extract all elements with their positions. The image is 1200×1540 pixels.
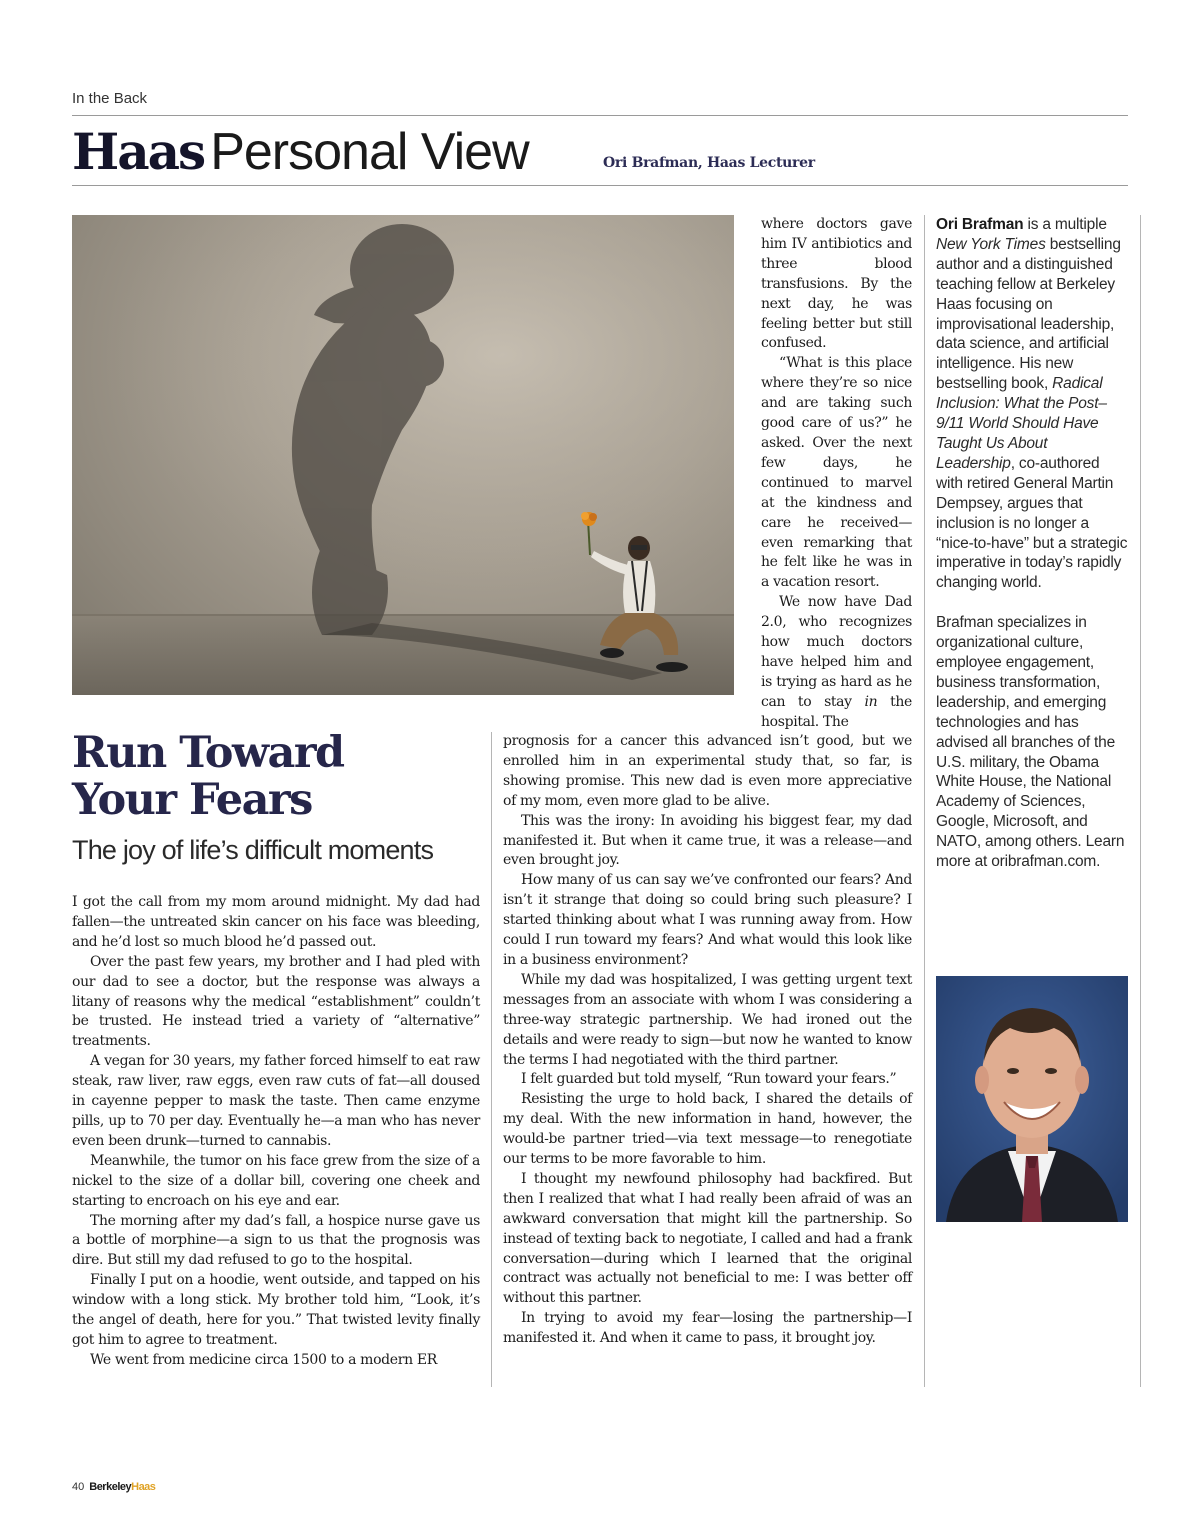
page-footer — [72, 1481, 155, 1493]
masthead-light: Personal View — [210, 123, 529, 181]
shadow-illustration — [72, 215, 734, 695]
author-portrait — [936, 976, 1128, 1222]
avatar — [936, 976, 1128, 1222]
byline: Ori Brafman, Haas Lecturer — [603, 155, 815, 171]
article-column-2-bottom — [503, 732, 912, 1349]
paragraph: This was the irony: In avoiding his biggest fear, my dad manifested it. But when it came true, it was a release—and even brought joy. — [503, 812, 912, 869]
paragraph: We went from medicine circa 1500 to a modern ER — [90, 1351, 437, 1368]
column-divider — [491, 732, 492, 1387]
article-headline — [72, 730, 472, 824]
paragraph-text: We now have Dad 2.0, who recognizes how much doctors have helped him and is trying as hard as he can to stay — [761, 594, 912, 710]
paragraph: While my dad was hospitalized, I was getting urgent text messages from an associate with whom I was considering a three-way strategic partnership. We had ironed out the details and were ready to sign—but now he wanted to know the terms I had negotiated with the third partner. — [503, 971, 912, 1068]
bio-text: is a multiple — [1023, 216, 1107, 233]
paragraph: In trying to avoid my fear—losing the partnership—I manifested it. And when it came to pass, it brought joy. — [503, 1310, 912, 1347]
brand-haas: Haas — [131, 1481, 156, 1493]
paragraph: A vegan for 30 years, my father forced himself to eat raw steak, raw liver, raw eggs, even raw cuts of fat—all doused in cayenne pepper to mask the taste. Then came enzyme pills, up to 70 per day. Eventually he—a man who has never even been drunk—turned to cannabis. — [72, 1053, 480, 1149]
header-top-rule — [72, 115, 1128, 116]
emphasis-in: in — [864, 693, 878, 710]
paragraph: Finally I put on a hoodie, went outside, and tapped on his window with a long stick. My brother told him, “Look, it’s the angel of death, here for you.” That twisted levity finally got him to agree to treatment. — [72, 1272, 480, 1348]
article-column-1 — [72, 893, 480, 1371]
headline-line-1: Run Toward — [72, 728, 344, 778]
bio-publication: New York Times — [936, 235, 1046, 253]
paragraph: Over the past few years, my brother and I had pled with our dad to see a doctor, but the response was always a litany of reasons why the medical “establishment” couldn’t be trusted. He instead tried a variety of “alternative” treatments. — [72, 953, 480, 1050]
bio-paragraph-2: Brafman specializes in organizational culture, employee engagement, business transformation, leadership, and emerging technologies and has advised all branches of the U.S. military, the Obama White House, the National Academy of Sciences, Google, Microsoft, and NATO, among others. Learn more at oribrafman.com. — [936, 614, 1125, 871]
sidebar-divider-right — [1140, 215, 1141, 1387]
paragraph: Meanwhile, the tumor on his face grew from the size of a nickel to the size of a dollar bill, covering one cheek and starting to encroach on his eye and ear. — [72, 1152, 480, 1209]
author-name: Ori Brafman — [936, 216, 1024, 233]
bio-book-title: Radical Inclusion: What the Post–9/11 World Should Have Taught Us About Leadership — [936, 375, 1107, 472]
paragraph: Resisting the urge to hold back, I shared the details of my deal. With the new information in hand, however, the would-be partner tried—via text message—to renegotiate our terms to be more favorable to him. — [503, 1091, 912, 1168]
paragraph: where doctors gave him IV antibiotics and three blood transfusions. By the next day, he was feeling better but still confused. — [761, 216, 912, 352]
bio-text: , co-authored with retired General Martin Dempsey, argues that inclusion is no longer a “nice-to-have” but a strategic imperative in today’s rapidly changing world. — [936, 454, 1128, 592]
paragraph: The morning after my dad’s fall, a hospice nurse gave us a bottle of morphine—a sign to us that the prognosis was dire. But still my dad refused to go to the hospital. — [72, 1212, 480, 1269]
masthead-bold: Haas — [72, 122, 205, 181]
article-subhead: The joy of life’s difficult moments — [72, 835, 434, 865]
section-label: In the Back — [72, 90, 148, 107]
paragraph — [761, 593, 912, 732]
headline-line-2: Your Fears — [72, 775, 312, 825]
bio-text: bestselling author and a distinguished teaching fellow at Berkeley Haas focusing on improvisational leadership, data science, and artificial intelligence. His new bestselling book, — [936, 235, 1121, 393]
paragraph-text: the hospital. The — [761, 693, 912, 730]
paragraph: I thought my newfound philosophy had backfired. But then I realized that what I had really been afraid of was an awkward conversation that might kill the partnership. So instead of texting back to negotiate, I called and had a frank conversation—during which I learned that the original contract was actually not beneficial to me: I was better off without this partner. — [503, 1170, 912, 1307]
article-column-2-top — [761, 215, 912, 733]
header-bottom-rule — [72, 185, 1128, 186]
page-number: 40 — [72, 1481, 85, 1493]
paragraph: prognosis for a cancer this advanced isn’t good, but we enrolled him in an experimental study that, so far, is showing promise. This new dad is even more appreciative of my mom, even more glad to be alive. — [503, 733, 912, 809]
bio-paragraph — [936, 215, 1129, 593]
brand-berkeley: Berkeley — [89, 1481, 132, 1493]
feature-illustration — [72, 215, 734, 695]
paragraph: “What is this place where they’re so nice and are taking such good care of us?” he asked. Over the next few days, he continued to marvel at the kindness and care he received—even remarking that he felt like he was in a vacation resort. — [761, 355, 912, 591]
author-bio-sidebar — [936, 215, 1129, 872]
paragraph: I got the call from my mom around midnight. My dad had fallen—the untreated skin cancer on his face was bleeding, and he’d lost so much blood he’d passed out. — [72, 894, 480, 950]
paragraph: How many of us can say we’ve confronted our fears? And isn’t it strange that doing so could bring such pleasure? I started thinking about what I was running away from. How could I run toward my fears? And what would this look like in a business environment? — [503, 872, 912, 968]
sidebar-divider-left — [924, 215, 925, 1387]
paragraph: I felt guarded but told myself, “Run toward your fears.” — [521, 1071, 897, 1088]
masthead — [72, 122, 529, 182]
